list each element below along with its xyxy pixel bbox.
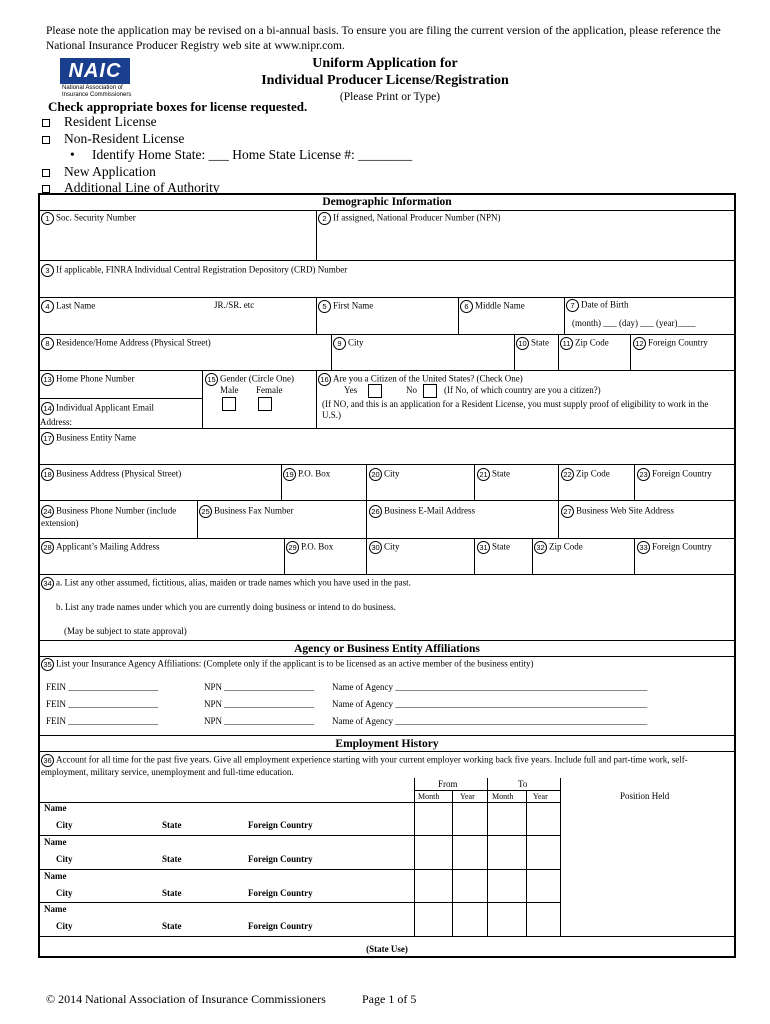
field-trade-names[interactable]: b. List any trade names under which you are currently doing business or intend to do business.	[56, 602, 396, 612]
field-number-icon: 4	[41, 300, 54, 313]
field-number-icon: 13	[41, 373, 54, 386]
field-number-icon: 23	[637, 468, 650, 481]
field-number-icon: 27	[561, 505, 574, 518]
field-label: List your Insurance Agency Affiliations: (Complete only if the applicant is to be licensed as an active member of the business entity)	[56, 658, 534, 669]
check-heading: Check appropriate boxes for license requested.	[48, 99, 308, 114]
logo-subtext: National Association of Insurance Commissioners	[62, 85, 132, 98]
field-business-entity[interactable]	[41, 432, 136, 445]
gender-male[interactable]: Male	[220, 385, 239, 395]
col-to-month: Month	[492, 792, 514, 801]
col-from: From	[438, 779, 458, 789]
field-label: Zip Code	[576, 468, 610, 479]
section-agency: Agency or Business Entity Affiliations	[294, 643, 480, 655]
field-home-zip[interactable]	[560, 337, 609, 350]
field-mailing-city[interactable]	[369, 541, 400, 554]
field-home-city[interactable]	[333, 337, 364, 350]
field-number-icon: 26	[369, 505, 382, 518]
field-number-icon: 35	[41, 658, 54, 671]
field-label: Business Phone Number (include extension)	[41, 505, 177, 528]
entry4-name[interactable]: Name	[44, 904, 67, 914]
field-home-phone[interactable]	[41, 373, 135, 386]
field-number-icon: 34	[41, 577, 54, 590]
field-home-address[interactable]	[41, 337, 211, 350]
field-business-pobox[interactable]	[283, 468, 330, 481]
field-number-icon: 8	[41, 337, 54, 350]
citizen-yes-checkbox[interactable]	[368, 384, 382, 398]
field-number-icon: 33	[637, 541, 650, 554]
field-number-icon: 12	[633, 337, 646, 350]
form-title-line2: Individual Producer License/Registration	[261, 73, 509, 88]
entry4-city[interactable]: City	[56, 921, 73, 931]
section-employment: Employment History	[335, 738, 439, 750]
field-number-icon: 9	[333, 337, 346, 350]
entry2-country[interactable]: Foreign Country	[248, 854, 313, 864]
option-label: New Application	[64, 163, 156, 179]
field-mailing-zip[interactable]	[534, 541, 583, 554]
citizen-note: (If NO, and this is an application for a Resident License, you must supply proof of eligibility to work in the U.S.)	[322, 399, 709, 420]
checkbox-icon[interactable]	[42, 136, 50, 144]
field-label: City	[348, 337, 364, 348]
agency-line-2[interactable]: Name of Agency ________________________________________________________	[332, 699, 648, 709]
field-business-zip[interactable]	[561, 468, 610, 481]
agency-line-1[interactable]: Name of Agency ________________________________________________________	[332, 682, 648, 692]
fein-line-2[interactable]: FEIN ____________________	[46, 699, 159, 709]
col-to: To	[518, 779, 528, 789]
new-application-option[interactable]	[40, 164, 412, 181]
field-mailing-country[interactable]	[637, 541, 712, 554]
field-label: Business E-Mail Address	[384, 505, 475, 516]
form-frame	[38, 193, 736, 958]
field-number-icon: 18	[41, 468, 54, 481]
field-business-website[interactable]	[561, 505, 674, 518]
field-label: If assigned, National Producer Number (NPN)	[333, 212, 501, 223]
logo-text: NAIC	[60, 58, 130, 84]
field-mailing-state[interactable]	[477, 541, 510, 554]
field-number-icon: 31	[477, 541, 490, 554]
citizen-no-checkbox[interactable]	[423, 384, 437, 398]
field-number-icon: 10	[516, 337, 529, 350]
col-position: Position Held	[620, 791, 670, 801]
field-label: P.O. Box	[301, 541, 334, 552]
nonresident-license-option[interactable]	[40, 131, 412, 148]
field-number-icon: 21	[477, 468, 490, 481]
form-title-line1: Uniform Application for	[312, 56, 458, 71]
entry2-city[interactable]: City	[56, 854, 73, 864]
field-label: Zip Code	[549, 541, 583, 552]
col-from-month: Month	[418, 792, 440, 801]
entry4-state[interactable]: State	[162, 921, 182, 931]
employment-instructions	[41, 754, 731, 778]
option-label: Non-Resident License	[64, 130, 185, 146]
footer-copyright: © 2014 National Association of Insurance Commissioners	[46, 992, 326, 1006]
field-label: State	[492, 541, 510, 552]
field-label: a. List any other assumed, fictitious, alias, maiden or trade names which you have used in the past.	[56, 577, 411, 588]
field-number-icon: 14	[41, 402, 54, 415]
footer-page-number: Page 1 of 5	[362, 992, 417, 1006]
citizen-no-label: No	[406, 385, 417, 395]
resident-license-option[interactable]	[40, 114, 412, 131]
field-label: Home Phone Number	[56, 373, 135, 384]
fein-line-1[interactable]: FEIN ____________________	[46, 682, 159, 692]
field-label: Gender (Circle One)	[220, 373, 294, 384]
field-number-icon: 25	[199, 505, 212, 518]
dob-format: (month) ___ (day) ___ (year)____	[572, 318, 696, 328]
npn-line-1[interactable]: NPN ____________________	[204, 682, 315, 692]
field-label: P.O. Box	[298, 468, 331, 479]
field-number-icon: 6	[460, 300, 473, 313]
field-number-icon: 7	[566, 299, 579, 312]
entry1-city[interactable]: City	[56, 820, 73, 830]
field-business-state[interactable]	[477, 468, 510, 481]
entry1-country[interactable]: Foreign Country	[248, 820, 313, 830]
checkbox-icon[interactable]	[42, 185, 50, 193]
field-label: Date of Birth	[581, 299, 629, 310]
field-label: State	[531, 337, 549, 348]
field-number-icon: 15	[205, 373, 218, 386]
field-label: Middle Name	[475, 300, 525, 311]
field-home-country[interactable]	[633, 337, 708, 350]
field-business-fax[interactable]	[199, 505, 294, 518]
home-state-label: Identify Home State: ___ Home State License #: ________	[92, 147, 413, 162]
field-label: Are you a Citizen of the United States? (Check One)	[333, 373, 523, 384]
field-label: Foreign Country	[648, 337, 708, 348]
field-label: Business Entity Name	[56, 432, 136, 443]
field-label: Business Fax Number	[214, 505, 294, 516]
citizen-country-prompt: (If No, of which country are you a citizen?)	[444, 385, 601, 395]
field-ssn[interactable]	[41, 212, 136, 225]
field-business-phone[interactable]	[41, 505, 197, 529]
field-number-icon: 2	[318, 212, 331, 225]
field-number-icon: 11	[560, 337, 573, 350]
entry2-name[interactable]: Name	[44, 837, 67, 847]
form-subtitle: (Please Print or Type)	[339, 91, 441, 103]
field-number-icon: 36	[41, 754, 54, 767]
field-number-icon: 20	[369, 468, 382, 481]
male-checkbox[interactable]	[222, 397, 236, 411]
field-email[interactable]	[41, 402, 154, 415]
checkbox-icon[interactable]	[42, 169, 50, 177]
entry3-country[interactable]: Foreign Country	[248, 888, 313, 898]
field-number-icon: 19	[283, 468, 296, 481]
citizen-yes-label: Yes	[344, 385, 358, 395]
field-home-state[interactable]	[516, 337, 549, 350]
checkbox-icon[interactable]	[42, 119, 50, 127]
entry4-country[interactable]: Foreign Country	[248, 921, 313, 931]
field-label: City	[384, 468, 400, 479]
field-label: Foreign Country	[652, 541, 712, 552]
field-number-icon: 28	[41, 541, 54, 554]
fein-line-3[interactable]: FEIN ____________________	[46, 716, 159, 726]
field-number-icon: 30	[369, 541, 382, 554]
field-number-icon: 29	[286, 541, 299, 554]
npn-line-3[interactable]: NPN ____________________	[204, 716, 315, 726]
col-from-year: Year	[460, 792, 475, 801]
gender-female[interactable]: Female	[256, 385, 283, 395]
field-business-address[interactable]	[41, 468, 181, 481]
entry2-state[interactable]: State	[162, 854, 182, 864]
field-number-icon: 17	[41, 432, 54, 445]
option-label: Additional Line of Authority	[64, 180, 220, 195]
entry3-name[interactable]: Name	[44, 871, 67, 881]
entry3-city[interactable]: City	[56, 888, 73, 898]
field-label: Soc. Security Number	[56, 212, 136, 223]
field-crd[interactable]	[41, 264, 371, 277]
field-label: Applicant’s Mailing Address	[56, 541, 160, 552]
field-label: Business Web Site Address	[576, 505, 674, 516]
field-middle-name[interactable]	[460, 300, 525, 313]
field-label: City	[384, 541, 400, 552]
female-checkbox[interactable]	[258, 397, 272, 411]
state-use-label: (State Use)	[366, 944, 408, 954]
field-dob[interactable]	[566, 299, 629, 312]
field-label: Foreign Country	[652, 468, 712, 479]
field-last-name[interactable]	[41, 300, 95, 313]
field-business-email[interactable]	[369, 505, 475, 518]
field-number-icon: 5	[318, 300, 331, 313]
entry1-state[interactable]: State	[162, 820, 182, 830]
field-number-icon: 32	[534, 541, 547, 554]
state-approval-note: (May be subject to state approval)	[64, 626, 187, 636]
field-label: Individual Applicant Email	[56, 402, 154, 413]
field-mailing-pobox[interactable]	[286, 541, 333, 554]
col-to-year: Year	[533, 792, 548, 801]
field-business-country[interactable]	[637, 468, 712, 481]
field-number-icon: 16	[318, 373, 331, 386]
field-number-icon: 22	[561, 468, 574, 481]
entry1-name[interactable]: Name	[44, 803, 67, 813]
agency-line-3[interactable]: Name of Agency ________________________________________________________	[332, 716, 648, 726]
entry3-state[interactable]: State	[162, 888, 182, 898]
field-other-names[interactable]	[41, 577, 411, 590]
email-address-label: Address:	[40, 417, 72, 427]
npn-line-2[interactable]: NPN ____________________	[204, 699, 315, 709]
field-suffix: JR./SR. etc	[214, 300, 255, 310]
field-label: Business Address (Physical Street)	[56, 468, 182, 479]
field-label: Residence/Home Address (Physical Street)	[56, 337, 211, 348]
field-first-name[interactable]	[318, 300, 373, 313]
option-label: Resident License	[64, 114, 157, 129]
field-label: Last Name	[56, 300, 96, 311]
header-note: Please note the application may be revised on a bi-annual basis. To ensure you are filing the current version of the application, please reference the National Insurance Producer Registry web site at www.nipr.com.	[46, 25, 721, 52]
field-label: Zip Code	[575, 337, 609, 348]
field-label: Account for all time for the past five years. Give all employment experience starting with your current employer working back five years. Include full and part-time work, self-employment, military service, unemployment and full-time education.	[41, 754, 688, 777]
section-demographic: Demographic Information	[322, 196, 452, 208]
field-agency-affiliations	[41, 658, 533, 671]
field-npn[interactable]	[318, 212, 500, 225]
license-type-checklist	[40, 114, 412, 197]
field-mailing-address[interactable]	[41, 541, 160, 554]
field-number-icon: 1	[41, 212, 54, 225]
field-label: State	[492, 468, 510, 479]
field-number-icon: 24	[41, 505, 54, 518]
home-state-line[interactable]	[40, 147, 412, 164]
field-label: If applicable, FINRA Individual Central Registration Depository (CRD) Number	[56, 264, 348, 275]
field-business-city[interactable]	[369, 468, 400, 481]
field-label: First Name	[333, 300, 374, 311]
field-number-icon: 3	[41, 264, 54, 277]
